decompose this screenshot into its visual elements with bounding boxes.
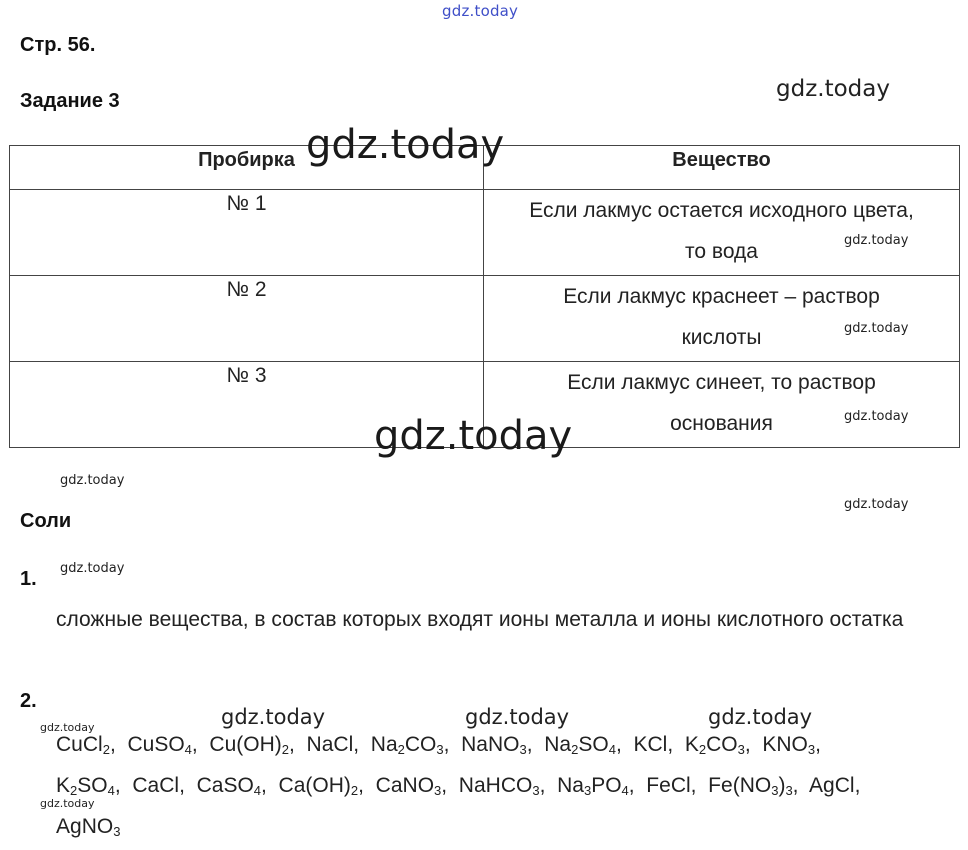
salt-formula: NaNO$_3$ (461, 733, 527, 757)
salt-formula: $KNO_3$ (762, 733, 816, 757)
watermark-row-2: gdz.today (844, 321, 909, 336)
salt-formula: AgCl (809, 774, 855, 797)
salt-formula: AgNO$_3$ (56, 815, 121, 839)
watermark-right-mid: gdz.today (844, 497, 909, 512)
watermark-row-1: gdz.today (844, 233, 909, 248)
watermark-row-3: gdz.today (844, 409, 909, 424)
watermark-table-large-1: gdz.today (306, 122, 505, 168)
substance-line: Если лакмус синеет, то раствор (567, 371, 876, 394)
salt-formula: $Na_2CO_3$ (370, 733, 444, 757)
substance-line: кислоты (681, 326, 762, 349)
watermark-small-left-2: gdz.today (40, 797, 95, 810)
salt-formula: NaCl (306, 733, 354, 756)
header-substance: Вещество (484, 146, 960, 190)
watermark-item-1: gdz.today (60, 561, 125, 576)
salt-formula: CaCl (132, 774, 180, 797)
salt-formula: $Cu(OH)_2$ (209, 733, 290, 757)
litmus-table (9, 145, 960, 448)
salt-definition: сложные вещества, в состав которых входят ионы металла и ионы кислотного остатка (56, 608, 904, 631)
salt-formula: $Fe(NO_3)_3$ (708, 774, 793, 798)
section-title: Соли (20, 510, 72, 532)
task-title: Задание 3 (20, 90, 120, 112)
substance-cell (484, 276, 960, 362)
salt-formula: FeCl (646, 774, 691, 797)
tube-cell: № 2 (10, 276, 484, 362)
page-ref: Стр. 56. (20, 34, 96, 56)
salt-formula: CuSO$_4$ (127, 733, 192, 757)
salt-formula: CuCl$_2$ (56, 733, 110, 757)
salts-formula-list: CuCl$_2$, CuSO$_4$, $Cu(OH)_2$, NaCl, $Na_2CO_3$, NaNO$_3$, $Na_2SO_4$, KCl, $K_2CO_3$, $KNO_3$, $K_2SO_4$, CaCl, CaSO$_4$, $Ca(OH)_2$, CaNO$_3$, NaHCO$_3$, $Na_3PO_4$, FeCl, $Fe(NO_3)_3$, AgCl, AgNO$_3$ (56, 733, 861, 839)
table-row (10, 276, 960, 362)
watermark-below-table: gdz.today (60, 473, 125, 488)
salt-formula: CaSO$_4$ (196, 774, 262, 798)
table-row (10, 190, 960, 276)
watermark-salts-3: gdz.today (708, 705, 813, 729)
item-2-number: 2. (20, 690, 37, 712)
tube-cell: № 3 (10, 362, 484, 448)
salt-formula: KCl (633, 733, 668, 756)
watermark-top: gdz.today (442, 2, 519, 20)
substance-line: Если лакмус краснеет – раствор (563, 285, 880, 308)
tube-cell: № 1 (10, 190, 484, 276)
watermark-header-right: gdz.today (776, 76, 890, 102)
salt-formula: $K_2CO_3$ (684, 733, 745, 757)
watermark-table-large-2: gdz.today (374, 413, 573, 459)
header-tube: Пробирка (10, 146, 484, 190)
watermark-small-left-1: gdz.today (40, 721, 95, 734)
substance-line: то вода (685, 240, 758, 263)
salt-formula: $Na_2SO_4$ (544, 733, 616, 757)
salt-formula: CaNO$_3$ (375, 774, 442, 798)
salt-formula: $K_2SO_4$ (56, 774, 115, 798)
substance-line: основания (670, 412, 773, 435)
salt-formula: NaHCO$_3$ (458, 774, 540, 798)
item-1-number: 1. (20, 568, 37, 590)
salt-formula: $Na_3PO_4$ (557, 774, 629, 798)
watermark-salts-1: gdz.today (221, 705, 326, 729)
salt-formula: $Ca(OH)_2$ (278, 774, 359, 798)
substance-line: Если лакмус остается исходного цвета, (529, 199, 914, 222)
watermark-salts-2: gdz.today (465, 705, 570, 729)
